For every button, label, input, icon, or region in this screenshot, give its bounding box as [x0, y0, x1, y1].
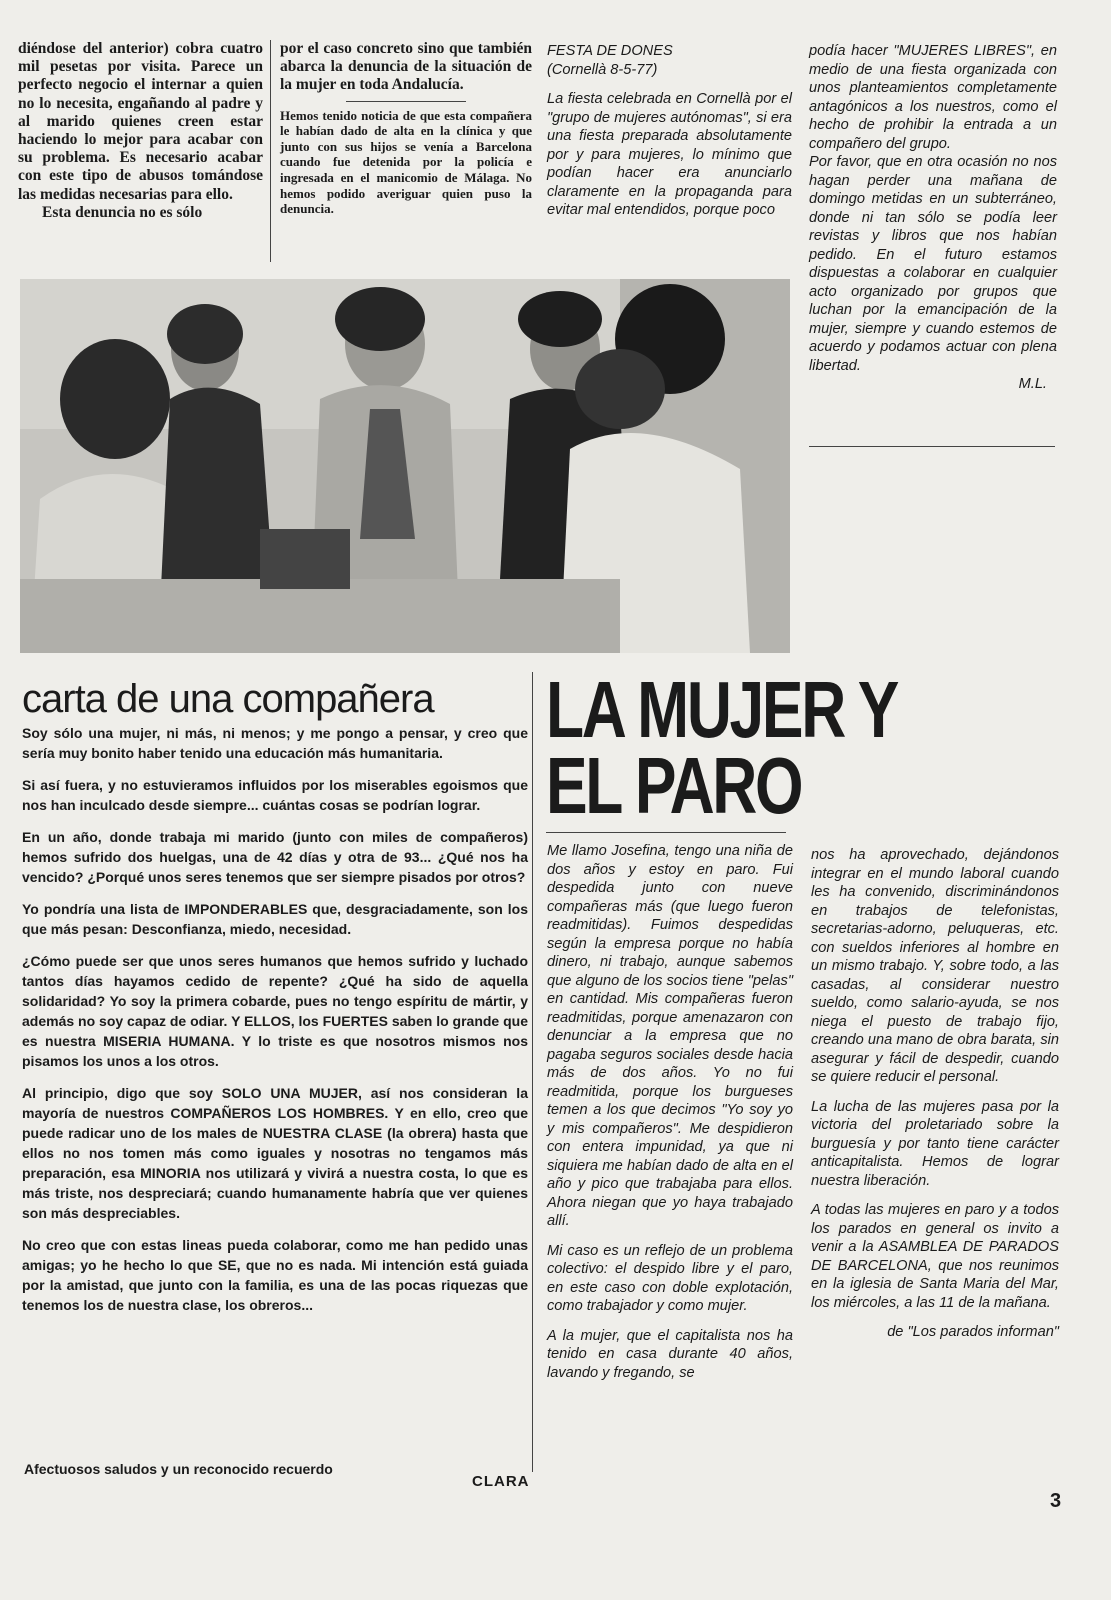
article-continuation-col1	[18, 40, 263, 222]
section-divider	[809, 446, 1055, 447]
paragraph: Me llamo Josefina, tengo una niña de dos años y estoy en paro. Fui despedida junto con nueve compañeras más (que luego fueron readmitidas). Fuimos despedidas según la empresa porque no había dinero, ni trabajo, aunque sabemos que alguno de los socios tiene "pelas" en cantidad. Mis compañeras fueron readmitidas, porque amenazaron con denunciar a la empresa que no pagaba seguros sociales desde hacia más de dos años. Yo no fui readmitida, porque los burgueses temen a los que decimos "Yo soy yo y mis compañeros". Me despidieron con entera impunidad, ya que ni siquiera me habían dado de alta en el año y pico que trabajaba para ellos. Ahora niegan que yo haya trabajado allí.	[547, 843, 793, 1229]
paro-headline-line1: LA MUJER Y	[546, 665, 898, 754]
paro-headline	[546, 665, 898, 830]
paragraph: ¿Cómo puede ser que unos seres humanos que hemos sufrido y luchado tantos días hayamos cedido de repente? ¿Qué ha sido de aquella solidaridad? Yo soy la primera cobarde, pues no tengo espíritu de mártir, y además no soy capaz de odiar. Y ELLOS, los FUERTES saben lo grande que es nuestra MISERIA HUMANA. Y lo triste es que nosotros mismos nos pisamos los unos a los otros.	[22, 953, 528, 1069]
festa-heading: FESTA DE DONES	[547, 43, 673, 59]
paragraph: En un año, donde trabaja mi marido (junto con miles de compañeros) hemos sufrido dos huelgas, una de 42 días y otra de 93... ¿Qué nos ha vencido? ¿Porqué unos seres tenemos que ser siempre pisados por otros?	[22, 829, 528, 885]
paragraph: Soy sólo una mujer, ni más, ni menos; y me pongo a pensar, y creo que sería muy bonito haber tenido una educación más humanitaria.	[22, 725, 528, 761]
paragraph: A todas las mujeres en paro y a todos los parados en general os invito a venir a la ASAMBLEA DE PARADOS DE BARCELONA, que nos reunimos en la iglesia de Santa Maria del Mar, los miércoles, a las 11 de la mañana.	[811, 1202, 1059, 1311]
festa-subheading: (Cornellà 8-5-77)	[547, 61, 658, 78]
paragraph: La fiesta celebrada en Cornellà por el "grupo de mujeres autónomas", si era una fiesta preparada absolutamente por y para mujeres, lo mínimo que podían hacer era anunciarlo claramente en la propaganda para evitar mal entendidos, porque poco	[547, 91, 792, 218]
paragraph: podía hacer "MUJERES LIBRES", en medio de una fiesta organizada con unos planteamientos completamente antagónicos a los nuestros, como el hecho de prohibir la entrada a un compañero del grupo.	[809, 43, 1057, 152]
paro-headline-line2: EL PARO	[546, 741, 802, 830]
column-divider	[532, 672, 533, 1472]
editor-note: Hemos tenido noticia de que esta compañera le habían dado de alta en la clínica y que junto con sus hijos se venía a Barcelona cuando fue detenida por la policía e ingresada en el manicomio de Málaga. No hemos podido averiguar quien puso la denuncia.	[280, 107, 532, 217]
paragraph: Al principio, digo que soy SOLO UNA MUJER, así nos consideran la mayoría de nuestros COMPAÑEROS LOS HOMBRES. Y en ello, creo que puede radicar uno de los males de NUESTRA CLASE (la obrera) hasta que ellos no nos tomen más como iguales y nosotras no tengamos más preparación, esa MINORIA nos utilizará y vivirá a nuestra costa, lo que es más triste, nos despreciará; cuando humanamente habría que ver quienes son más despreciables.	[22, 1085, 528, 1221]
group-photo	[20, 279, 790, 653]
paragraph: por el caso concreto sino que también abarca la denuncia de la situación de la mujer en toda Andalucía.	[280, 40, 532, 94]
column-divider	[270, 40, 271, 262]
paragraph: A la mujer, que el capitalista nos ha tenido en casa durante 40 años, lavando y fregando, se	[547, 1327, 793, 1381]
paro-signature: de "Los parados informan"	[887, 1324, 1059, 1340]
festa-signature: M.L.	[1018, 376, 1047, 392]
carta-closing: Afectuosos saludos y un reconocido recuerdo	[24, 1461, 333, 1477]
carta-title: carta de una compañera	[22, 677, 434, 721]
section-divider	[546, 832, 786, 833]
paragraph: No creo que con estas lineas pueda colaborar, como me han pedido unas amigas; yo he hecho lo que SE, que no es nada. Mi intención está guiada por la amistad, que junto con la familia, es una de las pocas riquezas que tenemos los de nuestra clase, los obreros...	[22, 1237, 528, 1313]
paro-col-a	[547, 842, 793, 1382]
paragraph: Yo pondría una lista de IMPONDERABLES que, desgraciadamente, son los que más pesan: Desconfianza, miedo, necesidad.	[22, 901, 528, 937]
page-number: 3	[1050, 1490, 1062, 1512]
paragraph: Esta denuncia no es sólo	[42, 203, 203, 221]
article-continuation-col2	[280, 40, 532, 217]
carta-body	[22, 723, 528, 1327]
paro-col-b	[811, 846, 1059, 1342]
festa-col-a	[547, 42, 792, 220]
festa-col-b	[809, 42, 1057, 394]
paragraph: La lucha de las mujeres pasa por la victoria del proletariado sobre la burguesía y por tanto tiene carácter anticapitalista. Hemos de lograr nuestra liberación.	[811, 1098, 1059, 1189]
paragraph: Si así fuera, y no estuvieramos influidos por los miserables egoismos que nos han inculcado desde siempre... cuántas cosas se podrían lograr.	[22, 777, 528, 813]
section-divider	[346, 101, 466, 102]
paragraph: nos ha aprovechado, dejándonos integrar en el mundo laboral cuando les ha convenido, discriminándonos en trabajos de telefonistas, secretarias-adorno, peluqueras, etc. con sueldos inferiores al hombre en un mismo trabajo. Y, sobre todo, a las casadas, al considerar nuestro sueldo, como salario-ayuda, se nos niega el puesto de trabajo fijo, creando una mano de obra barata, sin asegurar y fácil de despedir, cuando se quiere reducir el personal.	[811, 847, 1059, 1085]
carta-signature: CLARA	[472, 1473, 530, 1490]
paragraph: Mi caso es un reflejo de un problema colectivo: el despido libre y el paro, en este caso con doble explotación, como trabajador y como mujer.	[547, 1242, 793, 1314]
paragraph: diéndose del anterior) cobra cuatro mil pesetas por visita. Parece un perfecto negocio el internar a quien no lo necesita, engañando al padre y al marido quienes creen estar haciendo lo mejor para acabar con su problema. Es necesario acabar con este tipo de abusos tomándose las medidas necesarias para ello.	[18, 40, 263, 203]
paragraph: Por favor, que en otra ocasión no nos hagan perder una mañana de domingo metidas en un subterráneo, donde ni tan sólo se podía leer revistas y libros que nos habían pedido. En el futuro estamos dispuestas a colaborar en cualquier acto organizado por grupos que luchan por la emancipación de la mujer, siempre y cuando estemos de acuerdo y podamos actuar con plena libertad.	[809, 154, 1057, 374]
